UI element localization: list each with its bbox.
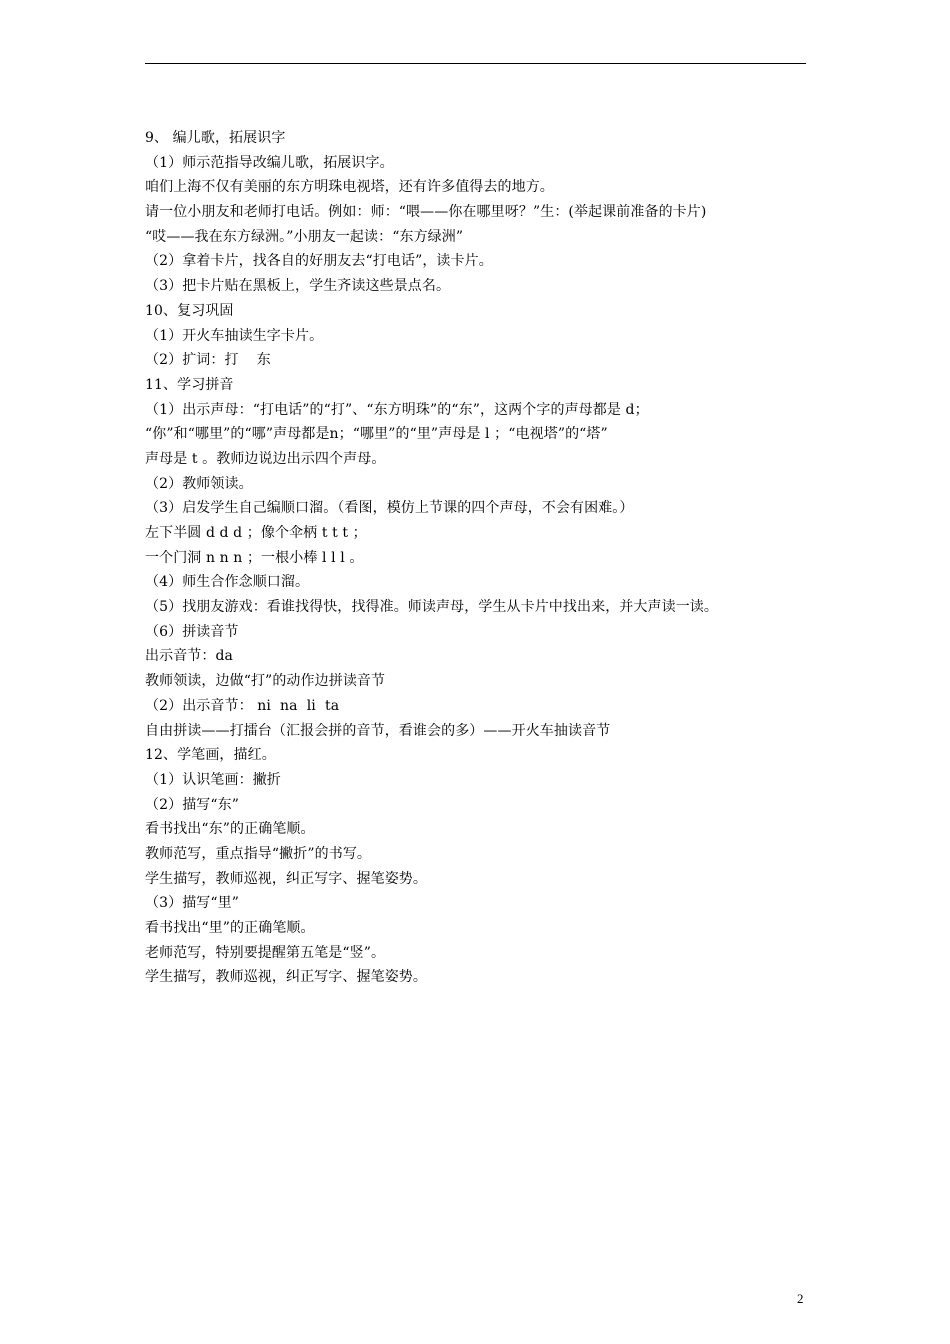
text-line: （2）描写“东” [145,796,240,813]
text-line: 12、学笔画，描红。 [145,747,276,764]
text-line: （2）教师领读。 [145,475,253,492]
text-line: “哎——我在东方绿洲。”小朋友一起读：“东方绿洲” [145,228,464,245]
text-line: 左下半圆 d d d ；像个伞柄 t t t ； [145,525,367,541]
text-line: （1）师示范指导改编儿歌，拓展识字。 [145,154,394,171]
text-line: （3）启发学生自己编顺口溜。（看图，模仿上节课的四个声母，不会有困难。） [145,500,634,517]
header-rule [145,63,806,64]
text-line: 10、复习巩固 [145,302,234,319]
text-line: （3）把卡片贴在黑板上，学生齐读这些景点名。 [145,278,451,295]
text-line: 教师范写，重点指导“撇折”的书写。 [145,845,372,862]
text-line: 老师范写，特别要提醒第五笔是“竖”。 [145,944,386,961]
text-line: 咱们上海不仅有美丽的东方明珠电视塔，还有许多值得去的地方。 [145,179,554,196]
text-line: 教师领读，边做“打”的动作边拼读音节 [145,673,386,690]
text-line: 11、学习拼音 [145,376,234,393]
text-line: 出示音节：da [145,648,234,665]
text-line: 自由拼读——打擂台（汇报会拼的音节，看谁会的多）——开火车抽读音节 [145,722,611,739]
text-line: 看书找出“里”的正确笔顺。 [145,920,315,936]
text-line: （2）拿着卡片，找各自的好朋友去“打电话”，读卡片。 [145,253,493,270]
text-line: 看书找出“东”的正确笔顺。 [145,821,315,838]
text-line: 学生描写，教师巡视，纠正写字、握笔姿势。 [145,969,427,986]
text-line: （6）拼读音节 [145,623,239,640]
text-line: （1）开火车抽读生字卡片。 [145,327,324,344]
text-line: 学生描写，教师巡视，纠正写字、握笔姿势。 [145,870,427,887]
text-line: 声母是 t 。教师边说边出示四个声母。 [145,450,386,467]
text-line: 请一位小朋友和老师打电话。例如：师：“喂——你在哪里呀？”生：(举起课前准备的卡片) [145,204,707,221]
text-line: 9、 编儿歌，拓展识字 [145,130,286,146]
text-line: （1）认识笔画：撇折 [145,771,281,788]
text-line: （2）出示音节： ni na li ta [145,697,340,714]
text-line: （2）扩词：打 东 [145,352,271,369]
text-line: （3）描写“里” [145,895,240,912]
text-line: 一个门洞 n n n ；一根小棒 l l l 。 [145,549,364,566]
document-body [145,126,825,990]
text-line: （1）出示声母：“打电话”的“打”、“东方明珠”的“东”，这两个字的声母都是 d； [145,401,649,418]
text-line: （5）找朋友游戏：看谁找得快，找得准。师读声母，学生从卡片中找出来，并大声读一读。 [145,599,719,616]
text-line: “你”和“哪里”的“哪”声母都是n；“哪里”的“里”声母是 l ；“电视塔”的“塔” [145,426,608,443]
text-line: （4）师生合作念顺口溜。 [145,574,310,591]
page-number: 2 [797,1291,804,1306]
